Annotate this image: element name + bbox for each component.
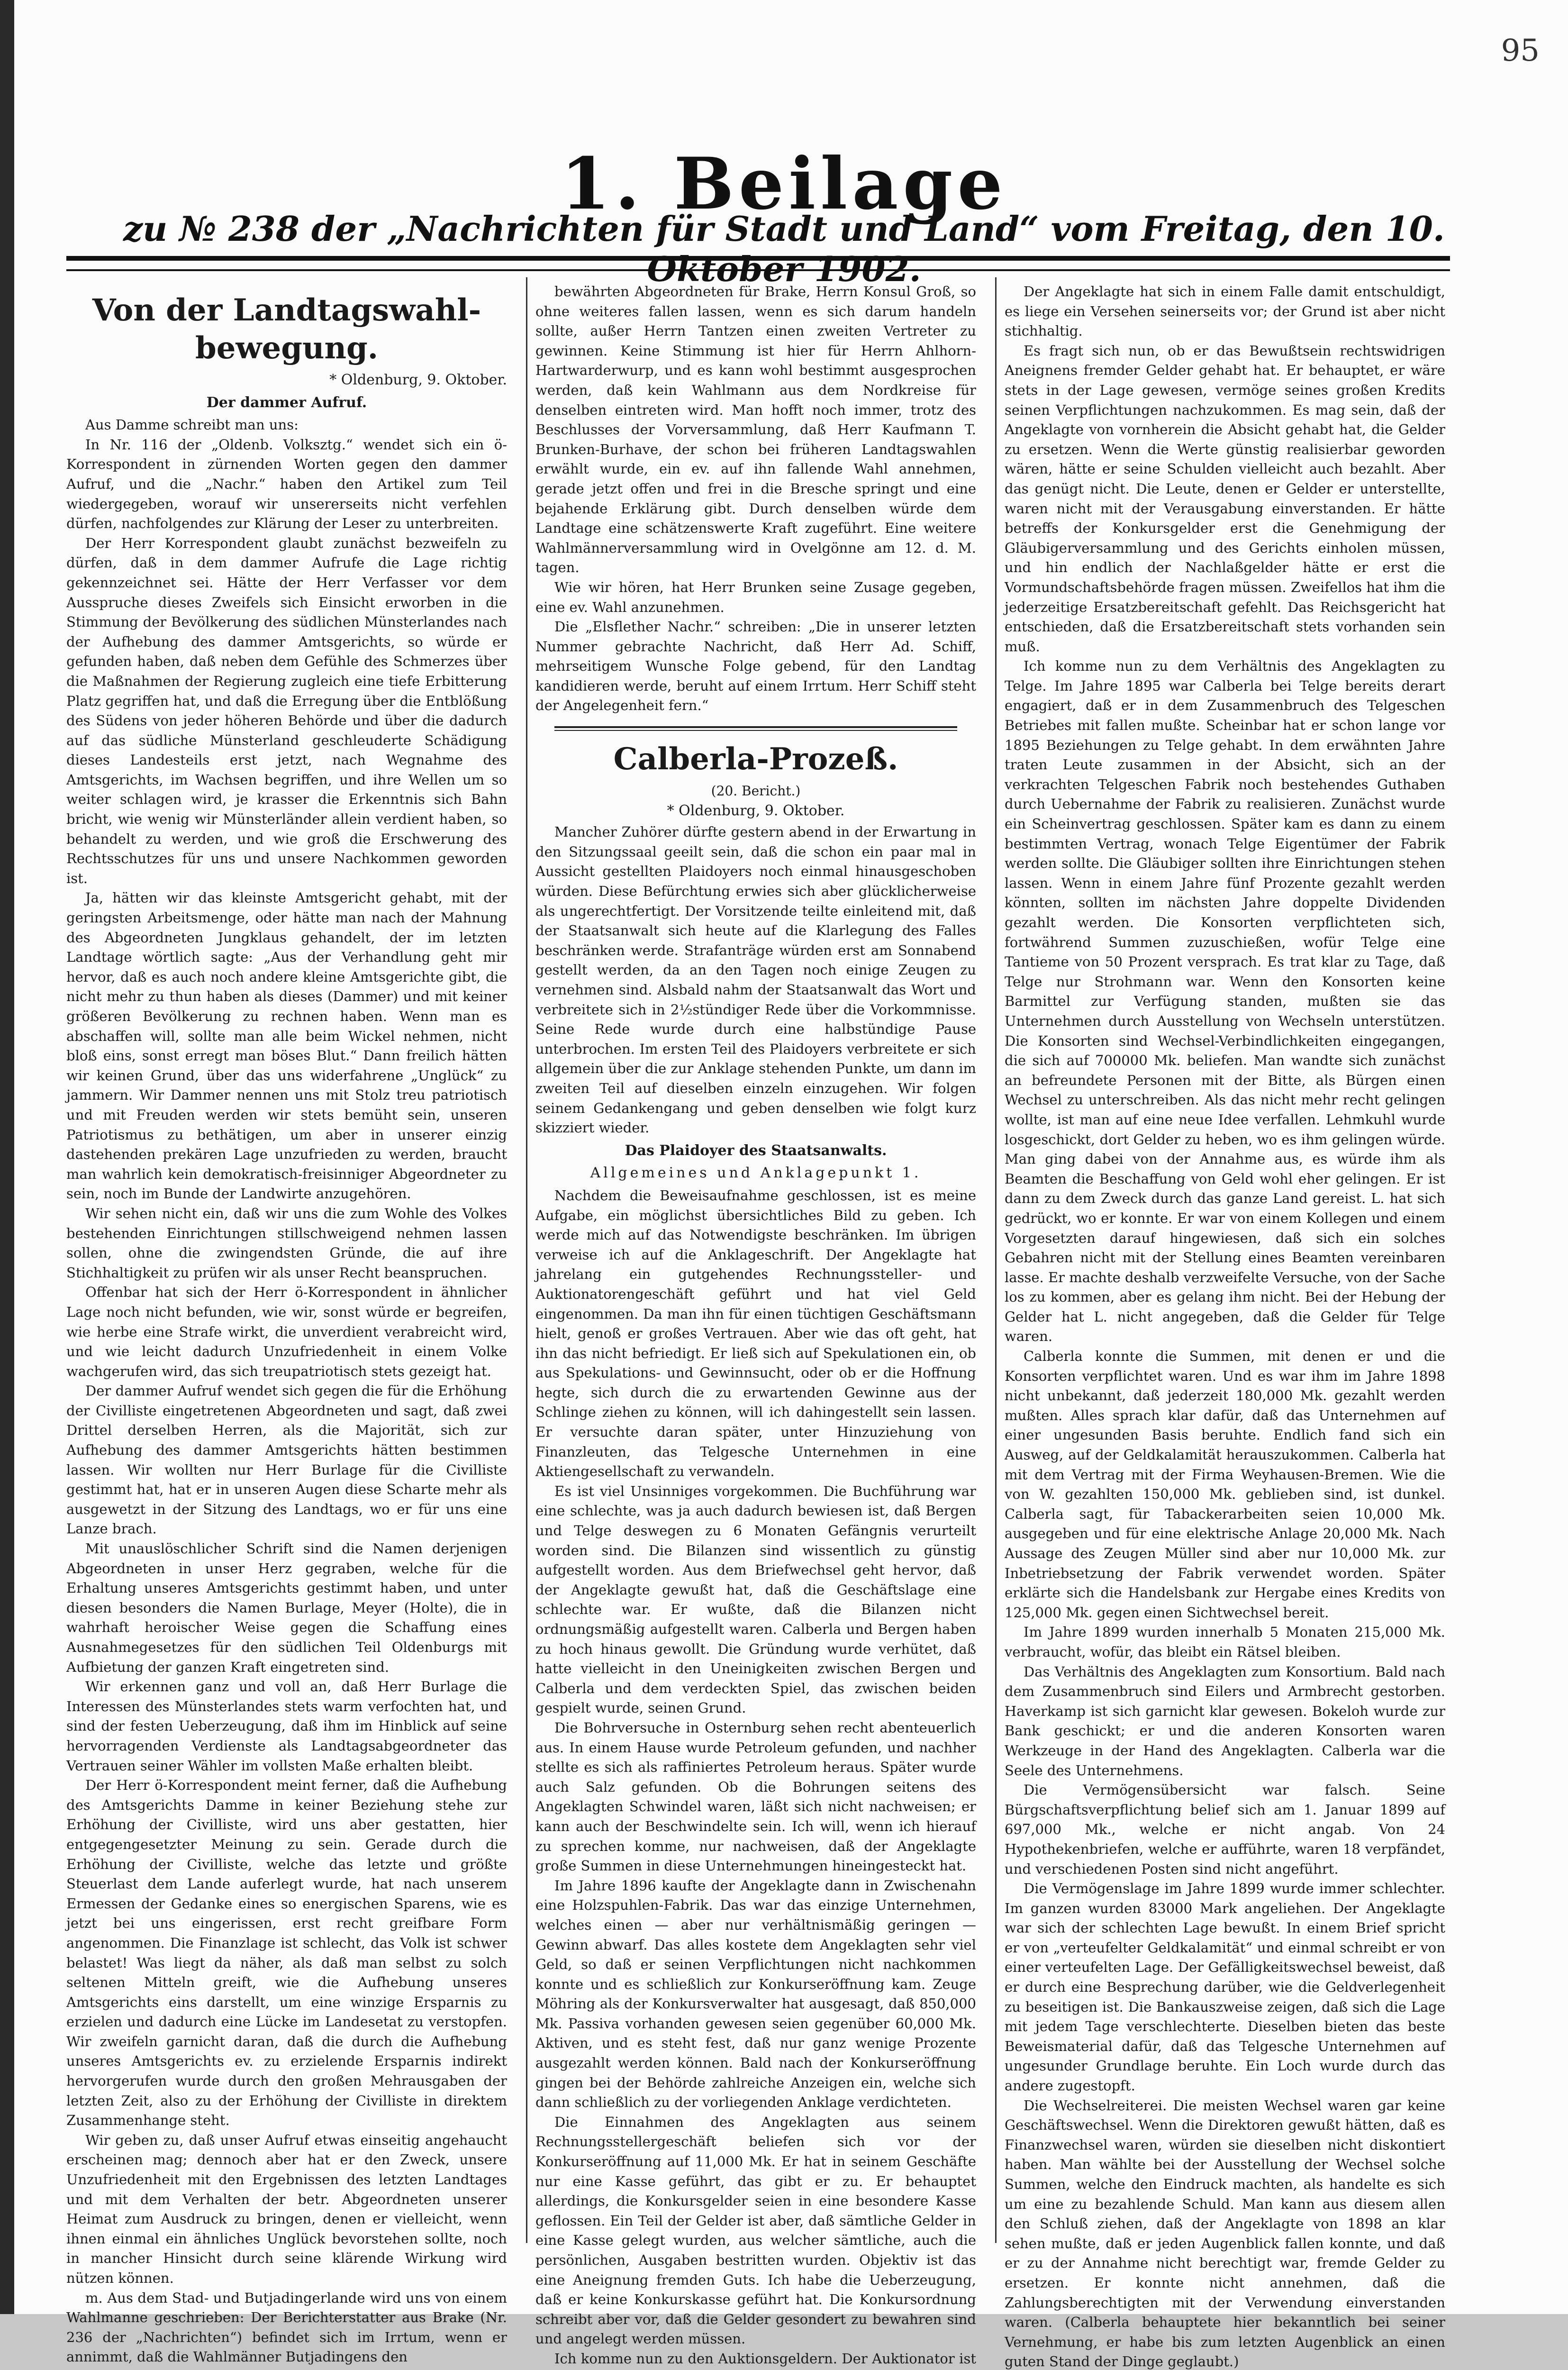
supplement-subtitle: zu № 238 der „Nachrichten für Stadt und Land“ vom Freitag, den 10. Oktober 1902.	[123, 209, 1445, 289]
section-rule	[554, 726, 957, 731]
paragraph: m. Aus dem Stad- und Butjadingerlande wird uns von einem Wahlmanne geschrieben: Der Berichterstatter aus Brake (Nr. 236 der „Nachrichten“) befindet sich im Irrtum, wenn er annimmt, daß die Wahlmänner Butjadingens den	[66, 2289, 507, 2365]
column-rule	[995, 277, 997, 2243]
paragraph: bewährten Abgeordneten für Brake, Herrn Konsul Groß, so ohne weiteres fallen lassen, wenn es sich darum handeln sollte, außer Herrn Tantzen einen zweiten Vertreter zu gewinnen. Keine Stimmung ist hier für Herrn Ahlhorn-Hartwarderwurp, und es kann wohl bestimmt ausgesprochen werden, daß kein Wahlmann aus dem Nordkreise für denselben eintreten wird. Man hofft noch immer, trotz des Beschlusses der Vorversammlung, daß Herr Kaufmann T. Brunken-Burhave, der schon bei früheren Landtagswahlen erwählt wurde, ein ev. auf ihn fallende Wahl annehmen, gerade jetzt offen und frei in die Bresche springt und eine bejahende Erklärung gibt. Durch denselben würde dem Landtage eine schätzenswerte Kraft zugeführt. Eine weitere Wahlmännerversammlung wird in Ovelgönne am 12. d. M. tagen.	[535, 283, 976, 576]
paragraph: Die Wechselreiterei. Die meisten Wechsel waren gar keine Geschäftswechsel. Wenn die Direktoren gewußt hätten, daß es Finanzwechsel waren, würden sie dieselben nicht diskontiert haben. Man wählte bei der Ausstellung der Wechsel solche Summen, welche den Eindruck machten, als handelte es sich um eine zu bezahlende Schuld. Man kann aus diesem allen den Schluß ziehen, daß der Angeklagte von 1898 an klar sehen mußte, daß er jeden Augenblick fallen konnte, und daß er zu der Annahme nicht berechtigt war, fremde Gelder zu ersetzen. Er konnte nicht annehmen, daß die Zahlungsberechtigten mit der Verwendung einverstanden waren. (Calberla behauptete hier bekanntlich bei seiner Vernehmung, er habe bis zum letzten Augenblick an einen guten Stand der Dinge geglaubt.)	[1005, 2097, 1445, 2370]
paragraph: Nachdem die Beweisaufnahme geschlossen, ist es meine Aufgabe, ein möglichst übersichtliches Bild zu geben. Ich werde mich auf das Notwendigste beschränken. Im übrigen verweise ich auf die Anklageschrift. Der Angeklagte hat jahrelang ein gutgehendes Rechnungssteller- und Auktionatorengeschäft geführt und hat viel Geld eingenommen. Da man ihn für einen tüchtigen Geschäftsmann hielt, genoß er großes Vertrauen. Aber wie das oft geht, hat ihn das nicht befriedigt. Er ließ sich auf Spekulationen ein, ob aus Spekulations- und Gewinnsucht, oder ob er die Hoffnung hegte, sich durch die zu erwartenden Gewinne aus der Schlinge ziehen zu können, will ich dahingestellt sein lassen. Er versuchte daran später, unter Hinzuziehung von Finanzleuten, das Telgesche Unternehmen in eine Aktiengesellschaft zu verwandeln.	[535, 1187, 976, 1480]
paragraph: Wir geben zu, daß unser Aufruf etwas einseitig angehaucht erscheinen mag; dennoch aber hat er den Zweck, unsere Unzufriedenheit mit den Ergebnissen des letzten Landtages und mit dem Verhalten der betr. Abgeordneten unserer Heimat zum Ausdruck zu bringen, denen er vielleicht, wenn ihnen einmal ein ähnliches Unglück bevorstehen sollte, noch in mancher Hinsicht durch seine klärende Wirkung wird nützen können.	[66, 2132, 507, 2286]
paragraph: Der Angeklagte hat sich in einem Falle damit entschuldigt, es liege ein Versehen seinerseits vor; der Grund ist aber nicht stichhaltig.	[1005, 283, 1445, 339]
column-3	[1005, 282, 1445, 2370]
column-1	[66, 282, 507, 2365]
paragraph: Wir sehen nicht ein, daß wir uns die zum Wohle des Volkes bestehenden Einrichtungen stillschweigend nehmen lassen sollen, ohne die zwingendsten Gründe, die auf ihre Stichhaltigkeit zu prüfen wir als unser Recht beanspruchen.	[66, 1205, 507, 1281]
scan-edge	[0, 0, 14, 2314]
paragraph: Die Einnahmen des Angeklagten aus seinem Rechnungsstellergeschäft beliefen sich vor der Konkurseröffnung auf 11,000 Mk. Er hat in seinem Geschäfte nur eine Kasse geführt, das gibt er zu. Er behauptet allerdings, die Konkursgelder seien in eine besondere Kasse geflossen. Ein Teil der Gelder ist aber, daß sämtliche Gelder in eine Kasse gelegt wurden, aus welcher sämtliche, auch die persönlichen, Ausgaben bestritten wurden. Objektiv ist das eine Aneignung fremden Guts. Ich habe die Ueberzeugung, daß er keine Konkurskasse geführt hat. Die Konkursordnung schreibt aber vor, daß die Gelder gesondert zu bewahren sind und angelegt werden müssen.	[535, 2114, 976, 2347]
page-number: 95	[1501, 33, 1540, 68]
paragraph: Der Herr ö-Korrespondent meint ferner, daß die Aufhebung des Amtsgerichts Damme in keiner Beziehung stehe zur Erhöhung der Civilliste, wird uns aber gestatten, hier entgegengesetzter Meinung zu sein. Gerade durch die Erhöhung der Civilliste, welche das letzte und größte Steuerlast dem Lande auferlegt wurde, hat nach unserem Ermessen der Gedanke eines so energischen Sparens, wie es jetzt bei uns eingerissen, erst recht greifbare Form angenommen. Die Finanzlage ist schlecht, das Volk ist schwer belastet! Was liegt da näher, als daß man selbst zu solch seltenen Mitteln greift, wie die Aufhebung unseres Amtsgerichts eins darstellt, um eine winzige Ersparnis zu erzielen und dadurch eine Lücke im Landesetat zu verstopfen. Wir zweifeln garnicht daran, daß die durch die Aufhebung unseres Amtsgerichts ev. zu erzielende Ersparnis indirekt hervorgerufen wurde durch den großen Mehrausgaben der letzten Zeit, also zu der Erhöhung der Civilliste in direktem Zusammenhange steht.	[66, 1777, 507, 2129]
paragraph: Der dammer Aufruf wendet sich gegen die für die Erhöhung der Civilliste eingetretenen Abgeordneten und sagt, daß zwei Drittel derselben Herren, als die Majorität, sich zur Aufhebung des dammer Amtsgerichts hätten bestimmen lassen. Wir wollten nur Herr Burlage für die Civilliste gestimmt hat, hat er in unseren Augen diese Scharte mehr als ausgewetzt in der Sitzung des Landtags, wo er für uns eine Lanze brach.	[66, 1383, 507, 1537]
paragraph: Aus Damme schreibt man uns:	[85, 417, 299, 433]
paragraph: Wir erkennen ganz und voll an, daß Herr Burlage die Interessen des Münsterlandes stets warm verfochten hat, und sind der festen Ueberzeugung, daß ihm im Hinblick auf seine hervorragenden Verdienste als Landtagsabgeordneter das Vertrauen seiner Wähler im vollsten Maße erhalten bleibt.	[66, 1678, 507, 1774]
article-heading: Calberla-Prozeß.	[613, 741, 898, 777]
paragraph: Im Jahre 1896 kaufte der Angeklagte dann in Zwischenahn eine Holzspuhlen-Fabrik. Das war das einzige Unternehmen, welches einen — aber nur verhältnismäßig geringen — Gewinn abwarf. Das alles kostete dem Angeklagten sehr viel Geld, so daß er seinen Verpflichtungen nicht nachkommen konnte und es schließlich zur Konkurseröffnung kam. Zeuge Möhring als der Konkursverwalter hat ausgesagt, daß 850,000 Mk. Passiva vorhanden gewesen seien gegenüber 60,000 Mk. Aktiven, und es steht fest, daß nur ganz wenige Prozente ausgezahlt werden können. Bald nach der Konkurseröffnung gingen bei der Behörde zahlreiche Anzeigen ein, welche sich dann schließlich zu der vorliegenden Anklage verdichteten.	[535, 1877, 976, 2111]
article-subhead: Das Plaidoyer des Staatsanwalts.	[625, 1142, 887, 1159]
paragraph: Die „Elsflether Nachr.“ schreiben: „Die in unserer letzten Nummer gebrachte Nachricht, daß Herr Ad. Schiff, mehrseitigem Wunsche Folge gebend, für den Landtag kandidieren werde, beruht auf einem Irrtum. Herr Schiff steht der Angelegenheit fern.“	[535, 619, 976, 714]
paragraph: Der Herr Korrespondent glaubt zunächst bezweifeln zu dürfen, daß in dem dammer Aufrufe die Lage richtig gekennzeichnet sei. Hätte der Herr Verfasser vor dem Ausspruche dieses Zweifels sich Einsicht erworben in die Stimmung der Bevölkerung des südlichen Münsterlandes nach der Aufhebung des dammer Amtsgerichts, so würde er gefunden haben, daß neben dem Gefühle des Schmerzes über die Maßnahmen der Regierung zugleich eine tiefe Erbitterung Platz gegriffen hat, und daß die Erregung über die Entblößung des Südens von jeder höheren Behörde und über die dadurch auf das südliche Münsterland geschleuderte Schädigung dieses Landesteils erst jetzt, nach Wegnahme des Amtsgerichts, im Wachsen begriffen, und ihre Wellen um so weiter schlagen wird, je krasser die Erkenntnis sich Bahn bricht, wie wenig wir Münsterländer allein verdient haben, so behandelt zu werden, und wie groß die Erschwerung des Rechtsschutzes für uns und unsere Nachkommen geworden ist.	[66, 535, 507, 886]
paragraph: Die Vermögensübersicht war falsch. Seine Bürgschaftsverpflichtung belief sich am 1. Januar 1899 auf 697,000 Mk., welche er nicht angab. Von 24 Hypothekenbriefen, welche er aufführte, waren 18 verpfändet, und verschiedenen Posten sind nicht angeführt.	[1005, 1782, 1445, 1877]
paragraph: Die Bohrversuche in Osternburg sehen recht abenteuerlich aus. In einem Hause wurde Petroleum gefunden, und nachher stellte es sich als raffiniertes Petroleum heraus. Später wurde auch Salz gefunden. Ob die Bohrungen seitens des Angeklagten Schwindel waren, läßt sich nicht nachweisen; er kann auch der Beschwindelte sein. Ich will, wenn ich hierauf zu sprechen komme, nur nachweisen, daß der Angeklagte große Summen in diese Unternehmungen hineingesteckt hat.	[535, 1719, 976, 1874]
paragraph: Im Jahre 1899 wurden innerhalb 5 Monaten 215,000 Mk. verbraucht, wofür, das bleibt ein Rätsel bleiben.	[1005, 1624, 1445, 1660]
paragraph: Die Vermögenslage im Jahre 1899 wurde immer schlechter. Im ganzen wurden 83000 Mark angeliehen. Der Angeklagte war sich der schlechten Lage bewußt. In einem Brief spricht er von „verteufelter Geldkalamität“ und einmal schreibt er von einer verteufelten Lage. Der Gefälligkeitswechsel beweist, daß er durch eine Besprechung darüber, wie die Geldverlegenheit zu beseitigen ist. Die Bankauszweise zeigen, daß sich die Lage mit jedem Tage verschlechterte. Dieselben bieten das beste Beweismaterial dafür, daß das Telgesche Unternehmen auf ungesunder Grundlage beruhte. Ein Loch wurde durch das andere zugestopft.	[1005, 1880, 1445, 2094]
dateline: * Oldenburg, 9. Oktober.	[667, 802, 845, 819]
paragraph: Es ist viel Unsinniges vorgekommen. Die Buchführung war eine schlechte, was ja auch dadurch bewiesen ist, daß Bergen und Telge deswegen zu 6 Monaten Gefängnis verurteilt worden sind. Die Bilanzen sind wissentlich zu günstig aufgestellt worden. Aus dem Briefwechsel geht hervor, daß der Angeklagte gewußt hat, daß die Geschäftslage eine schlechte war. Er wußte, daß die Bilanzen nicht ordnungsmäßig aufgestellt waren. Calberla und Bergen haben zu hoch hinaus gewollt. Die Gründung wurde verhütet, daß hatte vielleicht in den Uneinigkeiten zwischen Bergen und Calberla und dem verdeckten Spiel, das zwischen beiden gespielt wurde, seinen Grund.	[535, 1483, 976, 1716]
supplement-title: 1. Beilage	[561, 142, 1007, 226]
article-heading: Von der Landtagswahl-bewegung.	[92, 292, 481, 366]
paragraph: Mancher Zuhörer dürfte gestern abend in der Erwartung in den Sitzungssaal geeilt sein, daß die schon ein paar mal in Aussicht gestellten Plaidoyers noch einmal hinausgeschoben würden. Diese Befürchtung erwies sich aber glücklicherweise als ungerechtfertigt. Der Vorsitzende teilte einleitend mit, daß der Staatsanwalt sich heute auf die Klarlegung des Falles beschränken werde. Strafanträge würden erst am Sonnabend gestellt werden, da an den Tagen noch einige Zeugen zu vernehmen sind. Alsbald nahm der Staatsanwalt das Wort und verbreitete sich in 2½stündiger Rede über die Vorkommnisse. Seine Rede wurde durch eine halbstündige Pause unterbrochen. Im ersten Teil des Plaidoyers verbreitete er sich allgemein über die zur Anklage stehenden Punkte, um dann im zweiten Teil auf dieselben einzeln einzugehen. Wir folgen seinem Gedankengang und geben denselben wie folgt kurz skizziert wieder.	[535, 824, 976, 1136]
paragraph: In Nr. 116 der „Oldenb. Volksztg.“ wendet sich ein ö-Korrespondent in zürnenden Worten gegen den dammer Aufruf, und die „Nachr.“ haben den Artikel zum Teil wiedergegeben, worauf wir unsererseits nicht verfehlen dürfen, nachfolgendes zur Klärung der Leser zu unterbreiten.	[66, 436, 507, 532]
paragraph: Das Verhältnis des Angeklagten zum Konsortium. Bald nach dem Zusammenbruch sind Eilers und Armbrecht gestorben. Haverkamp ist sich garnicht klar gewesen. Bokeloh wurde zur Bank geschickt; er und die anderen Konsorten waren Werkzeuge in der Hand des Angeklagten. Calberla war die Seele des Unternehmens.	[1005, 1663, 1445, 1778]
paragraph: Offenbar hat sich der Herr ö-Korrespondent in ähnlicher Lage noch nicht befunden, wie wir, sonst würde er begreifen, wie herbe eine Strafe wirkt, die unverdient verabreicht wird, und wie leicht dadurch Unzufriedenheit in einem Volke wachgerufen wird, das sich treupatriotisch stets gezeigt hat.	[66, 1284, 507, 1379]
paragraph: Calberla konnte die Summen, mit denen er und die Konsorten verpflichtet waren. Und es war ihm im Jahre 1898 nicht unbekannt, daß jederzeit 180,000 Mk. gezahlt werden mußten. Alles sprach klar dafür, daß das Unternehmen auf einer ungesunden Basis beruhte. Endlich fand sich ein Ausweg, auf der Geldkalamität herauszukommen. Calberla hat mit dem Vertrag mit der Firma Weyhausen-Bremen. Wie die von W. gezahlten 150,000 Mk. geblieben sind, ist dunkel. Calberla sagt, für Tabackerarbeiten seien 10,000 Mk. ausgegeben und für eine elektrische Anlage 20,000 Mk. Nach Aussage des Zeugen Müller sind aber nur 10,000 Mk. zur Inbetriebsetzung der Fabrik verwendet worden. Später erklärte sich die Handelsbank zur Hergabe eines Kredits von 125,000 Mk. gegen einen Sichtwechsel bereit.	[1005, 1348, 1445, 1621]
header-rule	[66, 256, 1450, 271]
paragraph: Wie wir hören, hat Herr Brunken seine Zusage gegeben, eine ev. Wahl anzunehmen.	[535, 579, 976, 615]
paragraph: Ich komme nun zu den Auktionsgeldern. Der Auktionator ist	[554, 2350, 976, 2367]
paragraph: Mit unauslöschlicher Schrift sind die Namen derjenigen Abgeordneten in unser Herz gegraben, welche für die Erhaltung unseres Amtsgerichts gestimmt haben, und unter diesen besonders die Namen Burlage, Meyer (Holte), die in wahrhaft heroischer Weise gegen die Schaffung eines Ausnahmegesetzes für den südlichen Teil Oldenburgs mit Aufbietung der ganzen Kraft eingetreten sind.	[66, 1540, 507, 1675]
article-subhead: Der dammer Aufruf.	[206, 394, 367, 411]
dateline: * Oldenburg, 9. Oktober.	[329, 372, 507, 388]
column-rule	[526, 277, 527, 2243]
article-subhead: Allgemeines und Anklagepunkt 1.	[590, 1165, 922, 1182]
paragraph: Ich komme nun zu dem Verhältnis des Angeklagten zu Telge. Im Jahre 1895 war Calberla bei Telge bereits derart engagiert, daß er in dem Zusammenbruch des Telgeschen Betriebes mit fallen mußte. Scheinbar hat er schon lange vor 1895 Beziehungen zu Telge gehabt. In dem erwähnten Jahre traten Leute zusammen in der Absicht, sich an der verkrachten Telgeschen Fabrik noch bestehendes Guthaben durch Uebernahme der Fabrik zu realisieren. Zunächst wurde ein Scheinvertrag geschlossen. Später kam es dann zu einem bestimmten Vertrag, wonach Telge Eigentümer der Fabrik werden sollte. Die Gläubiger sollten ihre Einrichtungen stehen lassen. Wenn in einem Jahre fünf Prozente gezahlt werden könnten, sollten im nächsten Jahre doppelte Dividenden gezahlt werden. Die Konsorten verpflichteten sich, fortwährend Summen zuzuschießen, wofür Telge eine Tantieme von 50 Prozent versprach. Es trat klar zu Tage, daß Telge nur Strohmann war. Wenn den Konsorten keine Barmittel zur Verfügung standen, mußten sie das Unternehmen durch Ausstellung von Wechseln unterstützen. Die Konsorten sind Wechsel-Verbindlichkeiten eingegangen, die sich auf 700000 Mk. beliefen. Man wandte sich zunächst an befreundete Personen mit der Bitte, als Bürgen einen Wechsel zu unterschreiben. Als das nicht mehr recht gelingen wollte, ist man auf eine neue Idee verfallen. Lehmkuhl wurde losgeschickt, dort Gelder zu heben, wo es ihm gelingen würde. Man ging dabei von der Annahme aus, es würde ihm als Beamten die Beschaffung von Geld wohl eher gelingen. Er ist dann zu dem Zweck durch das ganze Land gereist. L. hat sich gedrückt, wo er konnte. Er war von einem Kollegen und einem Vorgesetzten darauf hingewiesen, daß sich ein solches Gebahren nicht mit der Stellung eines Beamten vereinbaren lasse. Er machte deshalb verzweifelte Versuche, von der Sache los zu kommen, aber es gelang ihm nicht. Bei der Hebung der Gelder hat L. nicht angegeben, daß die Gelder für Telge waren.	[1005, 658, 1445, 1345]
paragraph: Ja, hätten wir das kleinste Amtsgericht gehabt, mit der geringsten Arbeitsmenge, oder hätte man nach der Mahnung des Abgeordneten Jungklaus gehandelt, der im letzten Landtage wörtlich sagte: „Aus der Verhandlung geht mir hervor, daß es auch noch andere kleine Amtsgerichte gibt, die nicht mehr zu thun haben als dieses (Dammer) und mit keiner größeren Bevölkerung zu rechnen haben. Wenn man es abschaffen will, sollte man alle beim Wickel nehmen, nicht bloß eins, sonst erregt man böses Blut.“ Dann freilich hätten wir keinen Grund, über das uns widerfahrene „Unglück“ zu jammern. Wir Dammer nennen uns mit Stolz treu patriotisch und mit Freuden werden wir stets bemüht sein, unseren Patriotismus zu bethätigen, um aber in unserer einzig dastehenden prekären Lage unzufrieden zu werden, braucht man wahrlich kein demokratisch-freisinniger Abgeordneter zu sein, noch im Bunde der Landwirte anzugehören.	[66, 890, 507, 1202]
column-2	[535, 282, 976, 2367]
report-number: (20. Bericht.)	[711, 783, 801, 799]
paragraph: Es fragt sich nun, ob er das Bewußtsein rechtswidrigen Aneignens fremder Gelder gehabt hat. Er behauptet, er wäre stets in der Lage gewesen, vermöge seines großen Kredits seinen Verpflichtungen nachzukommen. Es mag sein, daß der Angeklagte von vornherein die Absicht gehabt hat, die Gelder zu ersetzen. Wenn die Werte günstig realisierbar geworden wären, hätte er seine Schulden vielleicht auch bezahlt. Aber das genügt nicht. Die Leute, denen er Gelder er unterstellte, waren nicht mit der Verausgabung einverstanden. Er hätte betreffs der Konkursgelder erst die Genehmigung der Gläubigerversammlung und des Gerichts einholen müssen, und hin endlich der Nachlaßgelder hätte er erst die Vormundschaftsbehörde fragen müssen. Zweifellos hat ihm die jederzeitige Ersatzbereitschaft gefehlt. Das Reichsgericht hat entschieden, daß die Ersatzbereitschaft stets vorhanden sein muß.	[1005, 342, 1445, 655]
